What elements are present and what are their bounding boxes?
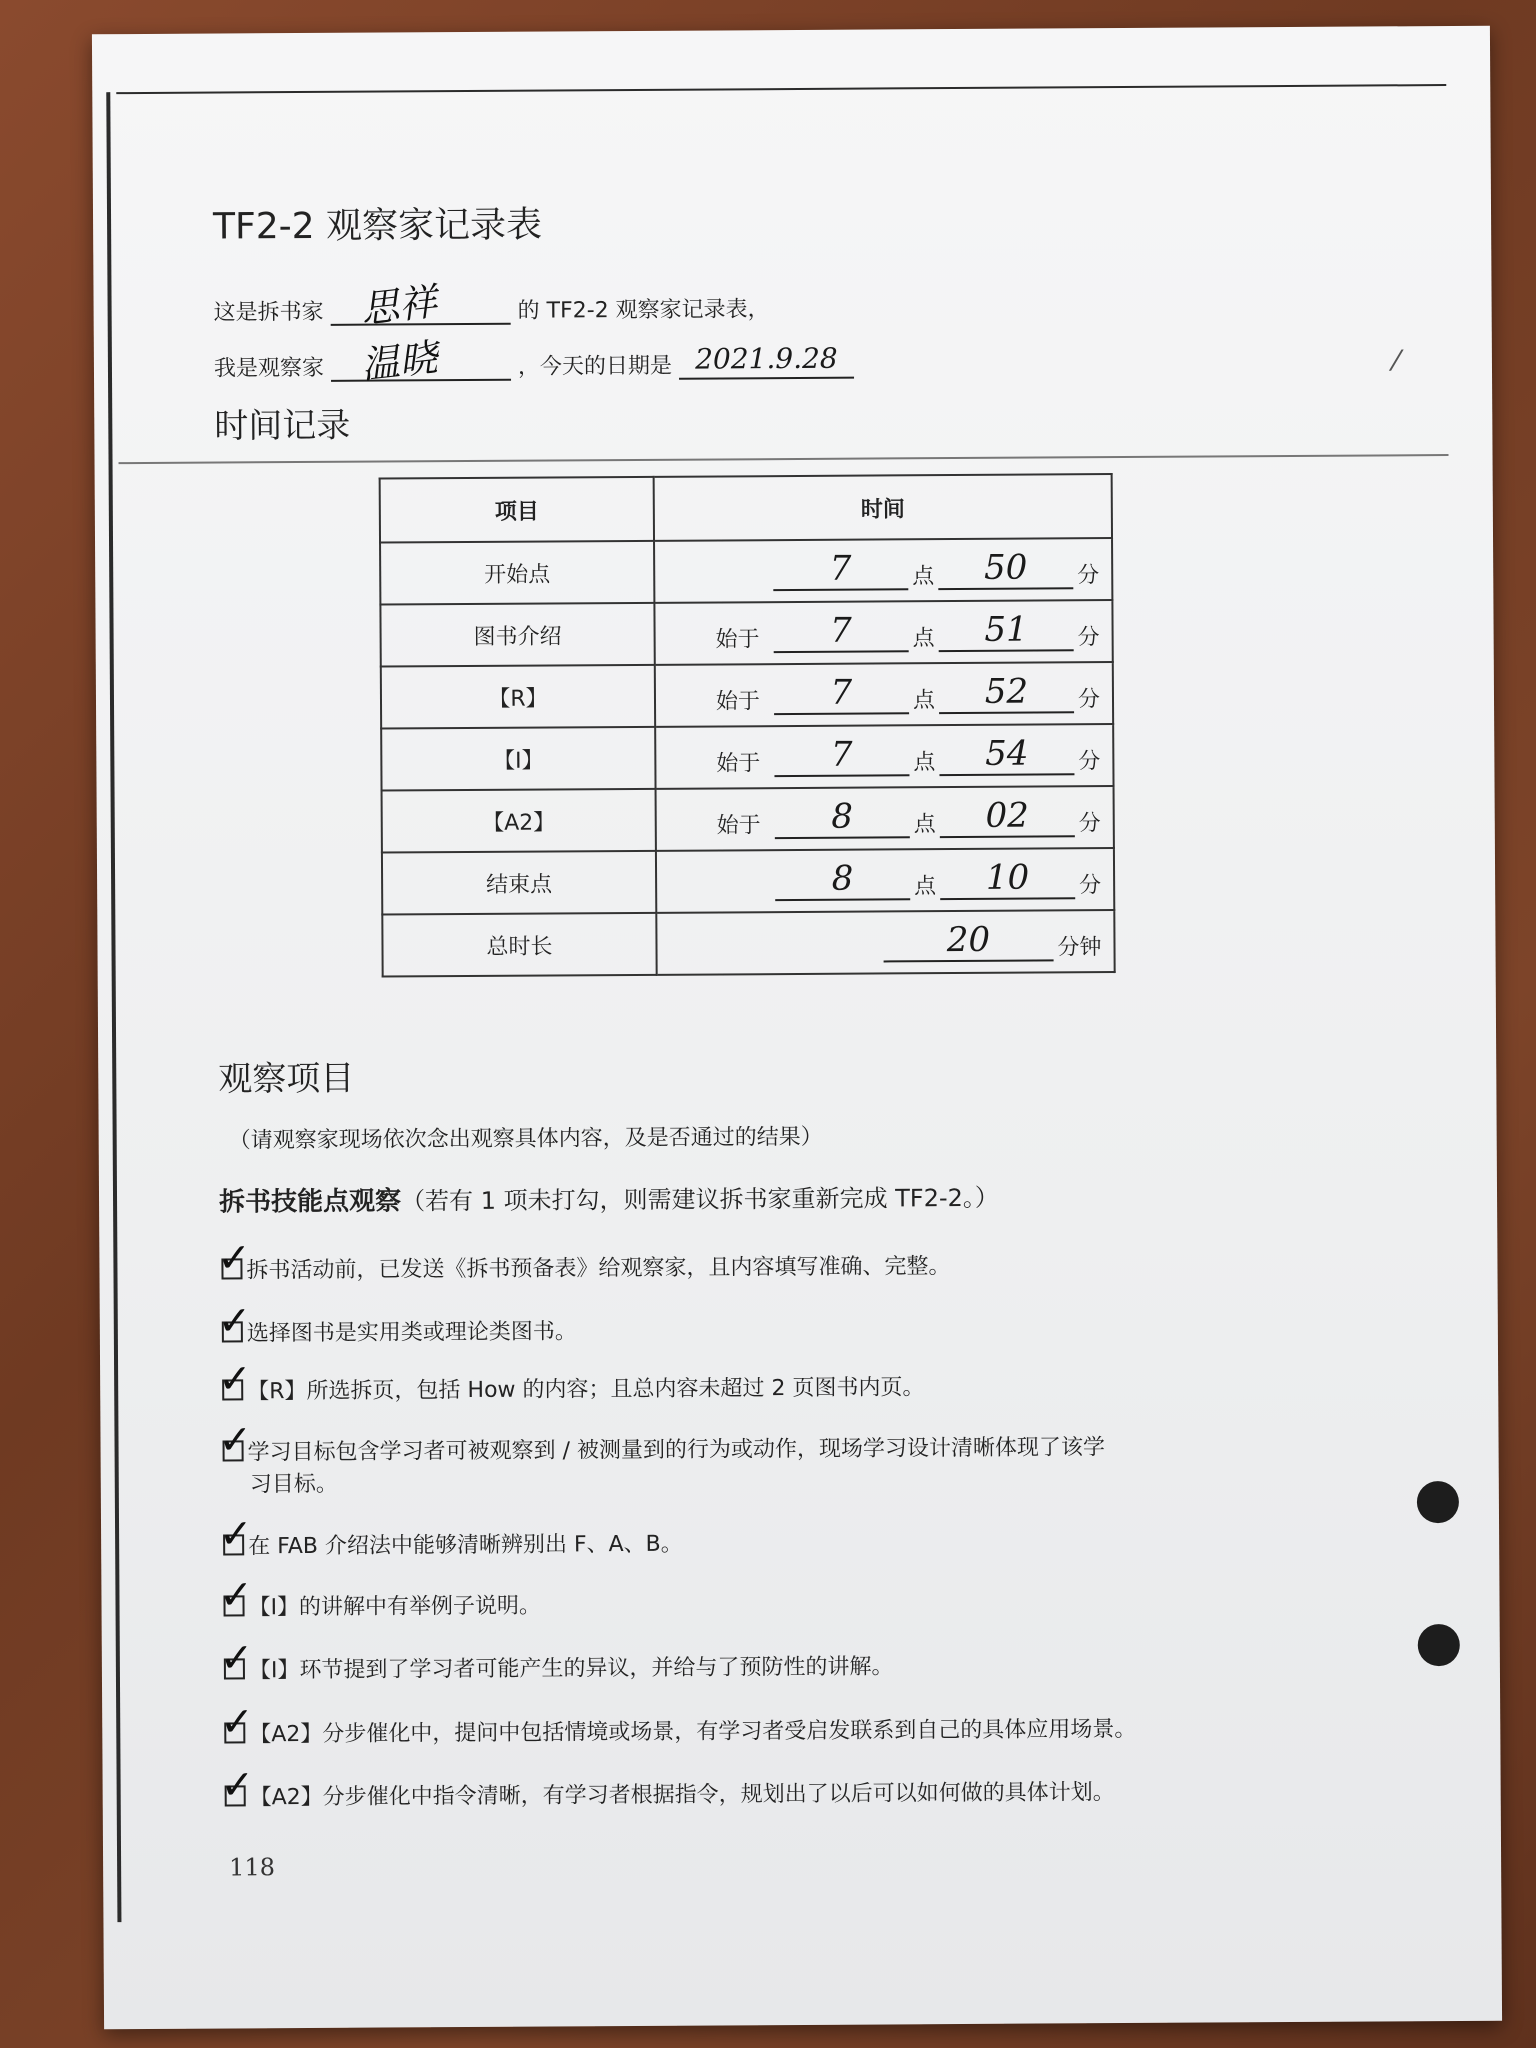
checkbox[interactable] (219, 1572, 254, 1619)
total-field[interactable] (883, 919, 1053, 962)
time-row-item: 图书介绍 (380, 603, 654, 667)
frame-top-border (116, 84, 1446, 94)
observe-note: （请观察家现场依次念出观察具体内容，及是否通过的结果） (228, 1124, 823, 1154)
checklist-text: 【I】环节提到了学习者可能产生的异议，并给与了预防性的讲解。 (248, 1654, 894, 1684)
page-number: 118 (229, 1853, 276, 1882)
checkbox[interactable] (218, 1417, 253, 1464)
time-row-cell (655, 724, 1113, 789)
checkmark-icon: ✓ (220, 1762, 255, 1809)
minute-unit: 分 (1077, 625, 1100, 651)
minute-field[interactable] (938, 609, 1073, 652)
checklist-item (218, 1511, 1353, 1564)
total-label: 总时长 (382, 913, 656, 977)
time-row (381, 662, 1113, 728)
hour-unit: 点 (912, 626, 935, 652)
date-handwritten: 2021.9.28 (695, 341, 838, 376)
minute-handwritten: 02 (985, 795, 1029, 836)
checkmark-icon: ✓ (220, 1699, 254, 1746)
time-record-heading: 时间记录 (214, 405, 351, 447)
minute-field[interactable] (940, 795, 1075, 838)
checkmark-icon: ✓ (217, 1356, 252, 1403)
minute-handwritten: 52 (984, 671, 1029, 712)
minute-unit: 分 (1077, 563, 1100, 589)
checklist-item (218, 1417, 1352, 1502)
checkmark-icon: ✓ (219, 1635, 254, 1682)
checkbox[interactable] (220, 1762, 255, 1809)
hour-handwritten: 8 (831, 858, 854, 899)
hour-field[interactable] (775, 858, 910, 901)
time-row-item: 【I】 (381, 727, 655, 791)
minute-handwritten: 51 (984, 609, 1028, 650)
table-header-row (380, 474, 1112, 542)
punch-hole-top (1417, 1481, 1459, 1523)
checklist-text: 拆书活动前，已发送《拆书预备表》给观察家，且内容填写准确、完整。 (246, 1254, 951, 1284)
splitter-name-signature: 思祥 (358, 279, 440, 332)
time-row-item: 【A2】 (382, 789, 656, 853)
total-unit: 分钟 (1057, 935, 1102, 961)
section-divider (119, 454, 1449, 464)
minute-unit: 分 (1078, 811, 1101, 837)
hour-field[interactable] (775, 796, 910, 839)
time-row-cell (654, 538, 1112, 603)
hour-handwritten: 7 (830, 610, 852, 651)
checkbox[interactable] (217, 1235, 252, 1282)
checkmark-icon: ✓ (217, 1235, 252, 1282)
hour-handwritten: 7 (829, 548, 852, 589)
time-row-prefix: 始于 (715, 689, 761, 715)
checklist-text: 【A2】分步催化中，提问中包括情境或场景，有学习者受启发联系到自己的具体应用场景。 (249, 1716, 1137, 1748)
hour-unit: 点 (912, 564, 935, 590)
minute-handwritten: 50 (983, 547, 1028, 588)
book-splitter-line (213, 279, 770, 332)
hour-unit: 点 (914, 874, 937, 900)
checkbox[interactable] (217, 1356, 252, 1403)
minute-unit: 分 (1078, 749, 1101, 775)
skills-heading-bold: 拆书技能点观察 (218, 1186, 402, 1218)
observer-line (213, 335, 854, 388)
minute-field[interactable] (939, 733, 1074, 776)
header-time: 时间 (654, 474, 1112, 541)
checkmark-icon: ✓ (219, 1572, 254, 1619)
checklist-text-cont: 习目标。 (249, 1471, 338, 1498)
checkbox[interactable] (217, 1298, 252, 1345)
skills-heading (219, 1177, 999, 1219)
date-prefix: ，今天的日期是 (517, 353, 673, 380)
minute-field[interactable] (939, 671, 1074, 714)
hour-field[interactable] (774, 734, 909, 777)
time-row-item: 开始点 (380, 541, 654, 605)
checkbox[interactable] (218, 1511, 253, 1558)
time-row (380, 600, 1112, 666)
checklist-text: 【I】的讲解中有举例子说明。 (248, 1593, 542, 1621)
checklist-item (217, 1356, 1352, 1409)
minute-unit: 分 (1077, 687, 1101, 713)
minute-field[interactable] (940, 857, 1075, 900)
time-row-prefix: 始于 (716, 751, 761, 777)
time-table (379, 473, 1116, 977)
time-row (380, 538, 1112, 604)
observer-name-signature: 温晓 (359, 335, 440, 388)
minute-unit: 分 (1079, 873, 1102, 899)
punch-hole-bottom (1418, 1624, 1460, 1666)
checkmark-icon: ✓ (218, 1511, 253, 1558)
checklist-text: 学习目标包含学习者可被观察到 / 被测量到的行为或动作，现场学习设计清晰体现了该学 (247, 1435, 1106, 1466)
time-row-item: 【R】 (381, 665, 655, 729)
time-row-prefix: 始于 (716, 813, 761, 839)
time-row-cell (656, 786, 1114, 851)
checkbox[interactable] (220, 1699, 254, 1746)
hour-field[interactable] (773, 610, 908, 653)
checkmark-icon: ✓ (217, 1298, 252, 1345)
hour-field[interactable] (774, 672, 909, 715)
time-row-cell (654, 600, 1112, 665)
total-row (382, 910, 1114, 976)
time-row-cell (656, 848, 1114, 913)
hour-handwritten: 7 (830, 734, 853, 775)
hour-unit: 点 (912, 688, 936, 714)
hour-unit: 点 (913, 750, 936, 776)
hour-handwritten: 7 (830, 672, 853, 713)
checklist-item (220, 1699, 1354, 1752)
time-row (381, 724, 1113, 790)
checkbox[interactable] (219, 1635, 254, 1682)
frame-left-border (106, 92, 121, 1922)
checklist-item (217, 1298, 1352, 1351)
skills-heading-rest: （若有 1 项未打勾，则需建议拆书家重新完成 TF2-2。） (400, 1183, 999, 1216)
date-field[interactable] (679, 341, 854, 380)
time-row-item: 结束点 (382, 851, 656, 915)
total-cell (656, 910, 1114, 975)
observer-name-field[interactable] (331, 335, 511, 388)
splitter-prefix: 这是拆书家 (213, 299, 324, 326)
checklist-text: 在 FAB 介绍法中能够清晰辨别出 F、A、B。 (248, 1531, 683, 1560)
hour-unit: 点 (913, 812, 936, 838)
time-row (382, 786, 1114, 852)
header-item: 项目 (380, 477, 654, 543)
checklist-text: 【A2】分步催化中指令清晰，有学习者根据指令，规划出了以后可以如何做的具体计划。 (249, 1780, 1115, 1811)
margin-mark: ⁄ (1393, 344, 1399, 378)
splitter-suffix: 的 TF2-2 观察家记录表， (517, 297, 770, 324)
minute-handwritten: 54 (985, 733, 1029, 774)
minute-handwritten: 10 (985, 857, 1030, 898)
time-row-cell (655, 662, 1113, 727)
checklist-text: 【R】所选拆页，包括 How 的内容；且总内容未超过 2 页图书内页。 (247, 1375, 925, 1405)
checklist-item (217, 1235, 1351, 1288)
checklist-item (220, 1762, 1355, 1815)
checklist-text: 选择图书是实用类或理论类图书。 (246, 1319, 577, 1347)
observer-prefix: 我是观察家 (213, 355, 325, 382)
checkmark-icon: ✓ (218, 1417, 253, 1464)
minute-field[interactable] (938, 547, 1073, 590)
checklist-item (219, 1635, 1354, 1688)
time-row (382, 848, 1114, 914)
total-handwritten: 20 (946, 919, 991, 961)
splitter-name-field[interactable] (331, 279, 511, 332)
paper-sheet (92, 26, 1502, 2030)
observe-heading: 观察项目 (218, 1058, 355, 1100)
checklist-item (219, 1572, 1353, 1625)
hour-field[interactable] (773, 548, 908, 591)
form-title: TF2-2 观察家记录表 (212, 204, 543, 248)
time-row-prefix: 始于 (715, 627, 760, 653)
hour-handwritten: 8 (831, 796, 854, 837)
